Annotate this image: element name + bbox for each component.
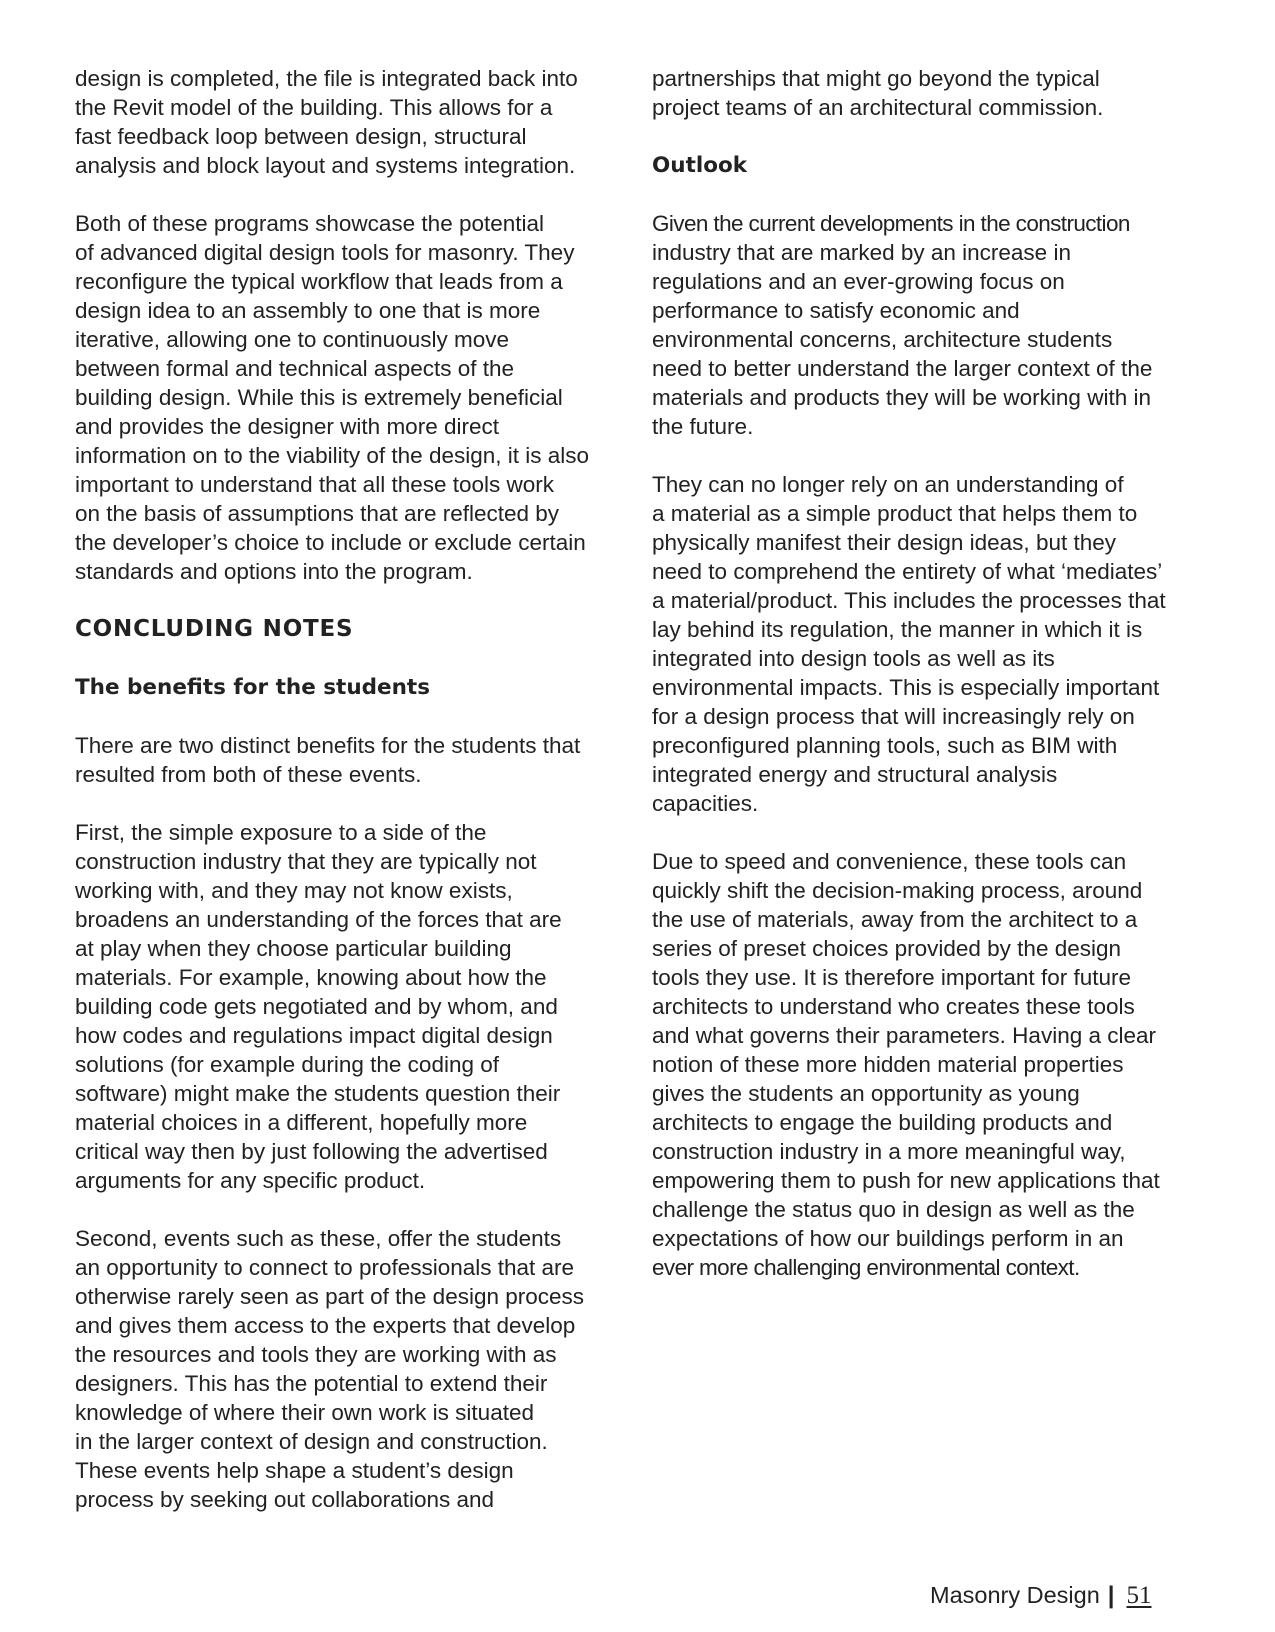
text-line: on the basis of assumptions that are reflected by xyxy=(75,501,560,526)
text-line: materials. For example, knowing about how the xyxy=(75,965,547,990)
text-line: fast feedback loop between design, structural xyxy=(75,124,527,149)
subheading-benefits: The benefits for the students xyxy=(75,675,430,700)
text-line: design idea to an assembly to one that is more xyxy=(75,298,541,323)
text-line: building code gets negotiated and by whom, and xyxy=(75,994,558,1019)
text-line: integrated into design tools as well as its xyxy=(652,646,1055,671)
text-line: First, the simple exposure to a side of the xyxy=(75,820,487,845)
text-line: Given the current developments in the construction xyxy=(652,211,1130,236)
text-line: a material/product. This includes the processes that xyxy=(652,588,1166,613)
text-line: materials and products they will be working with in xyxy=(652,385,1151,410)
text-line: resulted from both of these events. xyxy=(75,762,422,787)
left-column xyxy=(75,64,635,1514)
text-line: critical way then by just following the advertised xyxy=(75,1139,548,1164)
text-line: standards and options into the program. xyxy=(75,559,473,584)
text-line: knowledge of where their own work is situated xyxy=(75,1400,534,1425)
text-line: need to better understand the larger context of the xyxy=(652,356,1153,381)
page-number: 51 xyxy=(1126,1582,1152,1609)
footer-title: Masonry Design xyxy=(930,1582,1100,1608)
paragraph-partnerships xyxy=(652,64,1212,122)
text-line: notion of these more hidden material properties xyxy=(652,1052,1124,1077)
text-line: for a design process that will increasingly rely on xyxy=(652,704,1135,729)
text-line: arguments for any specific product. xyxy=(75,1168,426,1193)
text-line: the Revit model of the building. This allows for a xyxy=(75,95,553,120)
text-line: physically manifest their design ideas, but they xyxy=(652,530,1116,555)
text-line: important to understand that all these tools work xyxy=(75,472,555,497)
text-line: environmental concerns, architecture students xyxy=(652,327,1113,352)
text-line: at play when they choose particular building xyxy=(75,936,512,961)
text-line: software) might make the students question their xyxy=(75,1081,561,1106)
text-line: analysis and block layout and systems integration. xyxy=(75,153,576,178)
text-line: process by seeking out collaborations and xyxy=(75,1487,495,1512)
text-line: partnerships that might go beyond the typical xyxy=(652,66,1100,91)
text-line: otherwise rarely seen as part of the design process xyxy=(75,1284,585,1309)
text-line: broadens an understanding of the forces that are xyxy=(75,907,562,932)
text-line: working with, and they may not know exists, xyxy=(75,878,513,903)
text-line: reconfigure the typical workflow that leads from a xyxy=(75,269,563,294)
text-line: and gives them access to the experts that develop xyxy=(75,1313,576,1338)
text-line: project teams of an architectural commission. xyxy=(652,95,1104,120)
text-line: need to comprehend the entirety of what ‘mediates’ xyxy=(652,559,1163,584)
text-line: Second, events such as these, offer the students xyxy=(75,1226,562,1251)
text-line: designers. This has the potential to extend their xyxy=(75,1371,548,1396)
paragraph-they xyxy=(652,470,1212,818)
text-line: empowering them to push for new applications that xyxy=(652,1168,1160,1193)
text-line: between formal and technical aspects of the xyxy=(75,356,515,381)
text-line: environmental impacts. This is especially important xyxy=(652,675,1160,700)
text-line: Both of these programs showcase the potential xyxy=(75,211,545,236)
text-line: There are two distinct benefits for the students that xyxy=(75,733,581,758)
paragraph-two-benefits xyxy=(75,731,635,789)
text-line: ever more challenging environmental context. xyxy=(652,1255,1080,1280)
footer-separator: | xyxy=(1107,1582,1115,1609)
page-footer xyxy=(930,1582,1152,1616)
text-line: These events help shape a student’s design xyxy=(75,1458,514,1483)
text-line: integrated energy and structural analysis xyxy=(652,762,1058,787)
text-line: They can no longer rely on an understanding of xyxy=(652,472,1124,497)
text-line: series of preset choices provided by the design xyxy=(652,936,1122,961)
text-line: material choices in a different, hopefully more xyxy=(75,1110,528,1135)
text-line: information on to the viability of the design, it is also xyxy=(75,443,590,468)
text-line: expectations of how our buildings perform in an xyxy=(652,1226,1124,1251)
text-line: construction industry that they are typically not xyxy=(75,849,537,874)
paragraph-second xyxy=(75,1224,635,1514)
text-line: and what governs their parameters. Having a clear xyxy=(652,1023,1157,1048)
text-line: construction industry in a more meaningful way, xyxy=(652,1139,1126,1164)
text-line: the future. xyxy=(652,414,754,439)
text-line: in the larger context of design and construction. xyxy=(75,1429,548,1454)
text-line: challenge the status quo in design as well as the xyxy=(652,1197,1135,1222)
text-line: building design. While this is extremely beneficial xyxy=(75,385,563,410)
text-line: a material as a simple product that helps them to xyxy=(652,501,1138,526)
text-line: of advanced digital design tools for masonry. They xyxy=(75,240,575,265)
right-column xyxy=(652,64,1212,1282)
paragraph-first xyxy=(75,818,635,1195)
section-heading-outlook: Outlook xyxy=(652,153,748,178)
text-line: the developer’s choice to include or exclude certain xyxy=(75,530,586,555)
paragraph-due xyxy=(652,847,1212,1282)
text-line: the use of materials, away from the architect to a xyxy=(652,907,1138,932)
text-line: how codes and regulations impact digital design xyxy=(75,1023,553,1048)
text-line: preconfigured planning tools, such as BIM with xyxy=(652,733,1118,758)
text-line: the resources and tools they are working with as xyxy=(75,1342,557,1367)
text-line: performance to satisfy economic and xyxy=(652,298,1020,323)
text-line: capacities. xyxy=(652,791,759,816)
paragraph-intro xyxy=(75,64,635,180)
text-line: an opportunity to connect to professionals that are xyxy=(75,1255,575,1280)
text-line: gives the students an opportunity as young xyxy=(652,1081,1080,1106)
paragraph-given xyxy=(652,209,1212,441)
text-line: tools they use. It is therefore important for future xyxy=(652,965,1131,990)
text-line: Due to speed and convenience, these tools can xyxy=(652,849,1127,874)
text-line: architects to understand who creates these tools xyxy=(652,994,1135,1019)
text-line: regulations and an ever-growing focus on xyxy=(652,269,1065,294)
text-line: industry that are marked by an increase in xyxy=(652,240,1071,265)
text-line: design is completed, the file is integrated back into xyxy=(75,66,578,91)
text-line: iterative, allowing one to continuously move xyxy=(75,327,509,352)
section-heading-concluding-notes: CONCLUDING NOTES xyxy=(75,616,354,642)
text-line: lay behind its regulation, the manner in which it is xyxy=(652,617,1143,642)
text-line: quickly shift the decision-making process, around xyxy=(652,878,1143,903)
text-line: architects to engage the building products and xyxy=(652,1110,1113,1135)
text-line: solutions (for example during the coding of xyxy=(75,1052,499,1077)
text-line: and provides the designer with more direct xyxy=(75,414,499,439)
paragraph-both-programs xyxy=(75,209,635,586)
